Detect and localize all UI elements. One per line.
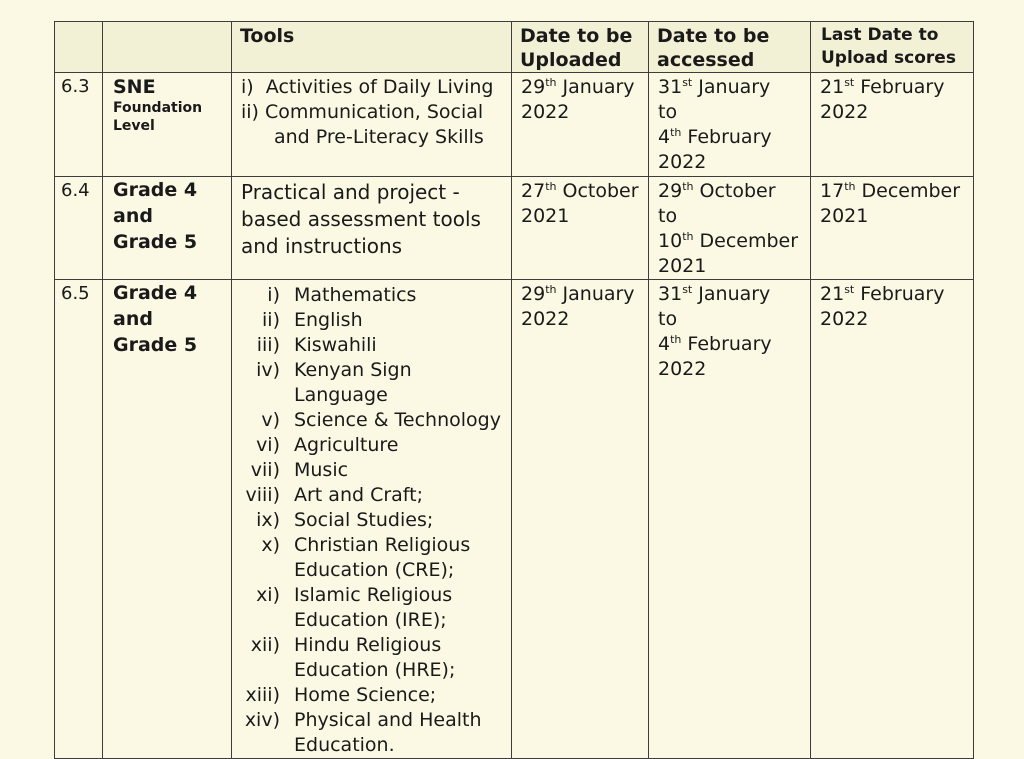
list-item <box>232 308 511 333</box>
row-level: Grade 4 and Grade 5 <box>103 177 232 280</box>
tools-list <box>232 280 511 758</box>
list-item-label: Music <box>294 459 349 481</box>
header-level <box>103 22 232 73</box>
list-item-number: xii) <box>250 634 280 656</box>
assessment-schedule-table <box>54 21 974 759</box>
table-row <box>55 177 974 280</box>
list-item-label: Social Studies; <box>294 509 434 531</box>
list-item-label: Science & Technology <box>294 409 501 431</box>
list-item <box>232 633 511 683</box>
list-item <box>232 408 511 433</box>
row-number: 6.5 <box>55 280 103 759</box>
list-item-label: Agriculture <box>294 434 399 456</box>
list-item-number: vii) <box>250 459 280 481</box>
list-item-label: Art and Craft; <box>294 484 424 506</box>
row-upload-date: 27th October 2021 <box>512 177 649 280</box>
row-last-date: 21st February 2022 <box>811 280 974 759</box>
list-item-number: vi) <box>256 434 280 456</box>
list-item: i) Activities of Daily Living <box>241 76 494 98</box>
list-item-number: xi) <box>256 584 280 606</box>
list-item-label: Hindu Religious Education (HRE); <box>294 634 456 681</box>
row-access-date: 29th October to 10th December 2021 <box>649 177 811 280</box>
list-item-number: ii) <box>262 309 280 331</box>
row-last-date: 17th December 2021 <box>811 177 974 280</box>
list-item-number: v) <box>261 409 280 431</box>
list-item <box>232 683 511 708</box>
list-item: ii) Communication, Social <box>241 101 484 123</box>
list-item <box>232 433 511 458</box>
row-tools: Practical and project - based assessment tools and instructions <box>232 177 512 280</box>
list-item-number: i) <box>267 284 280 306</box>
list-item-number: iv) <box>256 359 280 381</box>
table-header-row <box>55 22 974 73</box>
row-upload-date: 29th January 2022 <box>512 73 649 177</box>
list-item <box>232 358 511 408</box>
list-item <box>232 283 511 308</box>
list-item <box>232 483 511 508</box>
list-item-number: x) <box>261 534 280 556</box>
list-item-label: Christian Religious Education (CRE); <box>294 534 471 581</box>
list-item-label: Islamic Religious Education (IRE); <box>294 584 453 631</box>
header-access-date: Date to be accessed <box>649 22 811 73</box>
row-number: 6.4 <box>55 177 103 280</box>
table-row <box>55 280 974 759</box>
list-item <box>232 583 511 633</box>
list-item <box>232 458 511 483</box>
row-level: Grade 4 and Grade 5 <box>103 280 232 759</box>
row-access-date: 31st January to 4th February 2022 <box>649 73 811 177</box>
list-item-number: xiv) <box>244 709 280 731</box>
row-level: SNE Foundation Level <box>103 73 232 177</box>
row-upload-date: 29th January 2022 <box>512 280 649 759</box>
list-item <box>232 533 511 583</box>
header-tools: Tools <box>232 22 512 73</box>
list-item-label: Home Science; <box>294 684 437 706</box>
row-access-date: 31st January to 4th February 2022 <box>649 280 811 759</box>
list-item-number: xiii) <box>245 684 280 706</box>
list-item <box>232 333 511 358</box>
header-upload-date: Date to be Uploaded <box>512 22 649 73</box>
header-num <box>55 22 103 73</box>
header-last-date: Last Date to Upload scores <box>811 22 974 73</box>
list-item <box>232 508 511 533</box>
list-item <box>232 708 511 758</box>
list-item-label: Physical and Health Education. <box>294 709 482 756</box>
table-row <box>55 73 974 177</box>
list-item-number: ix) <box>256 509 280 531</box>
row-number: 6.3 <box>55 73 103 177</box>
row-tools <box>232 280 512 759</box>
list-item-label: Mathematics <box>294 284 417 306</box>
row-tools: i) Activities of Daily Living ii) Communication, Social and Pre-Literacy Skills <box>232 73 512 177</box>
list-item-number: iii) <box>256 334 280 356</box>
list-item-label: English <box>294 309 363 331</box>
list-item-label: Kiswahili <box>294 334 377 356</box>
row-last-date: 21st February 2022 <box>811 73 974 177</box>
list-item-number: viii) <box>245 484 280 506</box>
list-item-label: Kenyan Sign Language <box>294 359 412 406</box>
